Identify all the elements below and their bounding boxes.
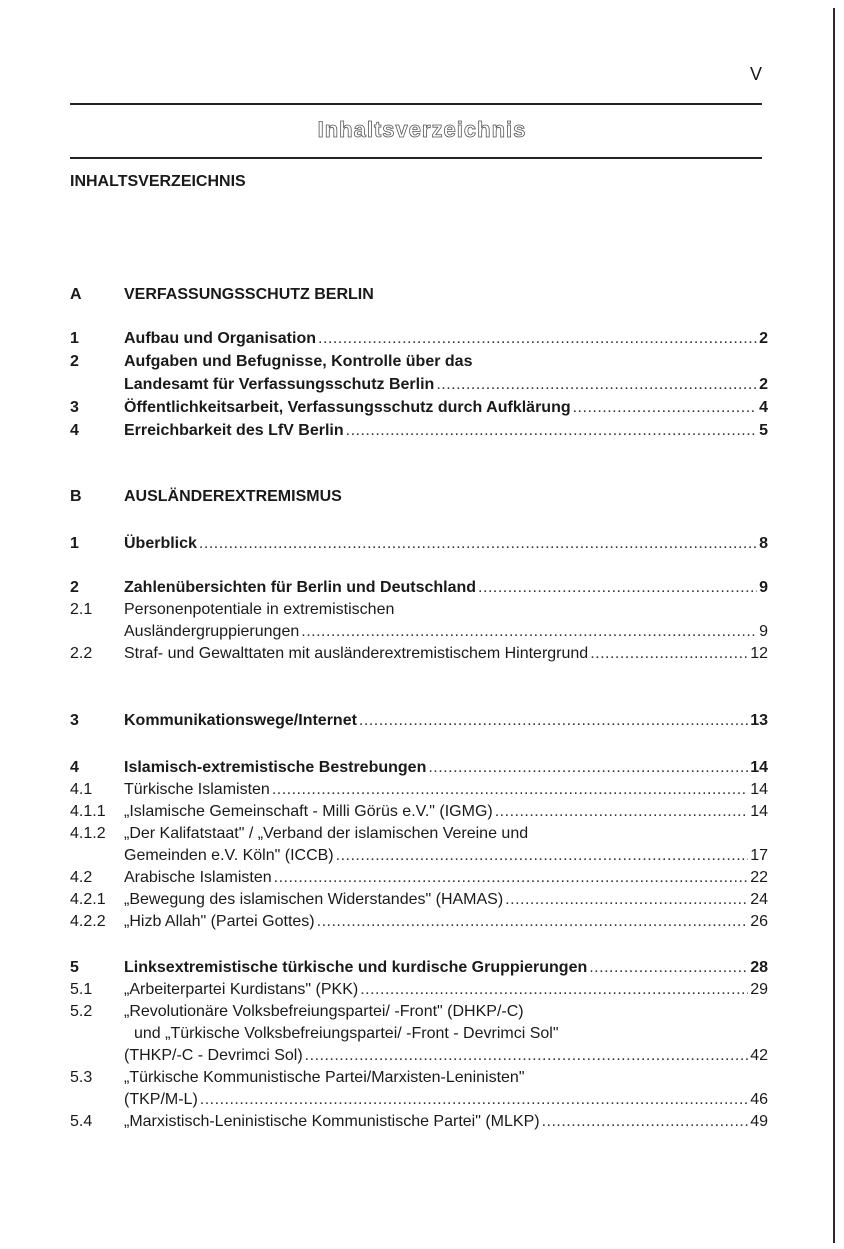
entry-title: und „Türkische Volksbefreiungspartei/ -Front - Devrimci Sol" [134, 1025, 559, 1042]
entry-page: 9 [759, 623, 768, 640]
entry-title: Zahlenübersichten für Berlin und Deutschland [124, 579, 477, 596]
entry-page: 2 [759, 376, 768, 393]
page-number: V [750, 64, 763, 84]
leader-dots [318, 329, 757, 349]
entry-title: „Bewegung des islamischen Widerstandes" (HAMAS) [124, 891, 504, 908]
header-rule-bottom [70, 157, 762, 159]
entry-number: 1 [70, 535, 79, 552]
entry-title: „Marxistisch-Leninistische Kommunistische Partei" (MLKP) [124, 1113, 540, 1130]
entry-title: „Der Kalifatstaat" / „Verband der islamischen Vereine und [124, 825, 529, 842]
leader-dots [305, 1046, 749, 1066]
entry-number: 4 [70, 422, 79, 439]
entry-title: Ausländergruppierungen [124, 623, 300, 640]
entry-number: 4.1.1 [70, 803, 106, 820]
leader-dots [589, 958, 748, 978]
entry-number: 2.2 [70, 645, 93, 662]
leader-dots [199, 534, 757, 554]
entry-number: 5.1 [70, 981, 93, 998]
section-letter: B [70, 488, 82, 505]
entry-number: 4.1 [70, 781, 93, 798]
leader-dots [542, 1112, 749, 1132]
section-title: VERFASSUNGSSCHUTZ BERLIN [124, 286, 374, 303]
leader-dots [200, 1090, 748, 1110]
entry-number: 4.2.2 [70, 913, 106, 930]
entry-page: 5 [759, 422, 768, 439]
entry-number: 4.1.2 [70, 825, 106, 842]
entry-number: 5.2 [70, 1003, 93, 1020]
entry-title: Landesamt für Verfassungsschutz Berlin [124, 376, 435, 393]
entry-page: 14 [750, 759, 768, 776]
leader-dots [317, 912, 749, 932]
entry-page: 46 [750, 1091, 768, 1108]
entry-number: 5.3 [70, 1069, 93, 1086]
entry-title: „Türkische Kommunistische Partei/Marxisten-Leninisten" [124, 1069, 525, 1086]
entry-title: Personenpotentiale in extremistischen [124, 601, 395, 618]
entry-page: 12 [750, 645, 768, 662]
entry-title: Islamisch-extremistische Bestrebungen [124, 759, 427, 776]
entry-title: (THKP/-C - Devrimci Sol) [124, 1047, 303, 1064]
leader-dots [505, 890, 748, 910]
entry-title: Erreichbarkeit des LfV Berlin [124, 422, 344, 439]
entry-number: 3 [70, 399, 79, 416]
entry-title: Gemeinden e.V. Köln" (ICCB) [124, 847, 334, 864]
entry-title: Linksextremistische türkische und kurdische Gruppierungen [124, 959, 588, 976]
entry-title: „Hizb Allah" (Partei Gottes) [124, 913, 315, 930]
entry-page: 28 [750, 959, 768, 976]
entry-number: 3 [70, 712, 79, 729]
toc-heading: INHALTSVERZEICHNIS [70, 173, 246, 190]
entry-title: Straf- und Gewalttaten mit ausländerextremistischem Hintergrund [124, 645, 589, 662]
entry-page: 13 [750, 712, 768, 729]
leader-dots [478, 578, 757, 598]
leader-dots [428, 758, 748, 778]
header-rule-top [70, 103, 762, 105]
entry-number: 2.1 [70, 601, 93, 618]
section-title: AUSLÄNDEREXTREMISMUS [124, 488, 342, 505]
leader-dots [301, 622, 757, 642]
entry-page: 26 [750, 913, 768, 930]
entry-title: Aufbau und Organisation [124, 330, 316, 347]
entry-page: 22 [750, 869, 768, 886]
page-edge-line [833, 8, 835, 1243]
entry-title: (TKP/M-L) [124, 1091, 198, 1108]
leader-dots [274, 868, 749, 888]
entry-number: 5 [70, 959, 79, 976]
entry-page: 42 [750, 1047, 768, 1064]
entry-title: „Revolutionäre Volksbefreiungspartei/ -Front" (DHKP/-C) [124, 1003, 524, 1020]
entry-title: Türkische Islamisten [124, 781, 270, 798]
entry-number: 5.4 [70, 1113, 93, 1130]
entry-title: Aufgaben und Befugnisse, Kontrolle über das [124, 353, 473, 370]
entry-number: 4 [70, 759, 79, 776]
entry-page: 17 [750, 847, 768, 864]
entry-number: 4.2.1 [70, 891, 106, 908]
entry-page: 14 [750, 781, 768, 798]
entry-page: 14 [750, 803, 768, 820]
entry-title: Öffentlichkeitsarbeit, Verfassungsschutz durch Aufklärung [124, 399, 571, 416]
entry-page: 2 [759, 330, 768, 347]
leader-dots [360, 980, 748, 1000]
entry-number: 2 [70, 353, 79, 370]
leader-dots [346, 421, 757, 441]
leader-dots [359, 711, 748, 731]
leader-dots [436, 375, 757, 395]
leader-dots [495, 802, 748, 822]
entry-page: 29 [750, 981, 768, 998]
entry-title: Überblick [124, 535, 197, 552]
leader-dots [590, 644, 748, 664]
entry-title: „Arbeiterpartei Kurdistans" (PKK) [124, 981, 359, 998]
entry-page: 4 [759, 399, 768, 416]
leader-dots [336, 846, 749, 866]
entry-page: 8 [759, 535, 768, 552]
entry-title: Kommunikationswege/Internet [124, 712, 357, 729]
entry-title: Arabische Islamisten [124, 869, 272, 886]
entry-page: 24 [750, 891, 768, 908]
entry-page: 9 [759, 579, 768, 596]
entry-number: 2 [70, 579, 79, 596]
leader-dots [573, 398, 757, 418]
entry-title: „Islamische Gemeinschaft - Milli Görüs e.V." (IGMG) [124, 803, 493, 820]
leader-dots [272, 780, 748, 800]
entry-number: 4.2 [70, 869, 93, 886]
entry-page: 49 [750, 1113, 768, 1130]
header-title: Inhaltsverzeichnis [317, 117, 527, 142]
section-letter: A [70, 286, 82, 303]
entry-number: 1 [70, 330, 79, 347]
